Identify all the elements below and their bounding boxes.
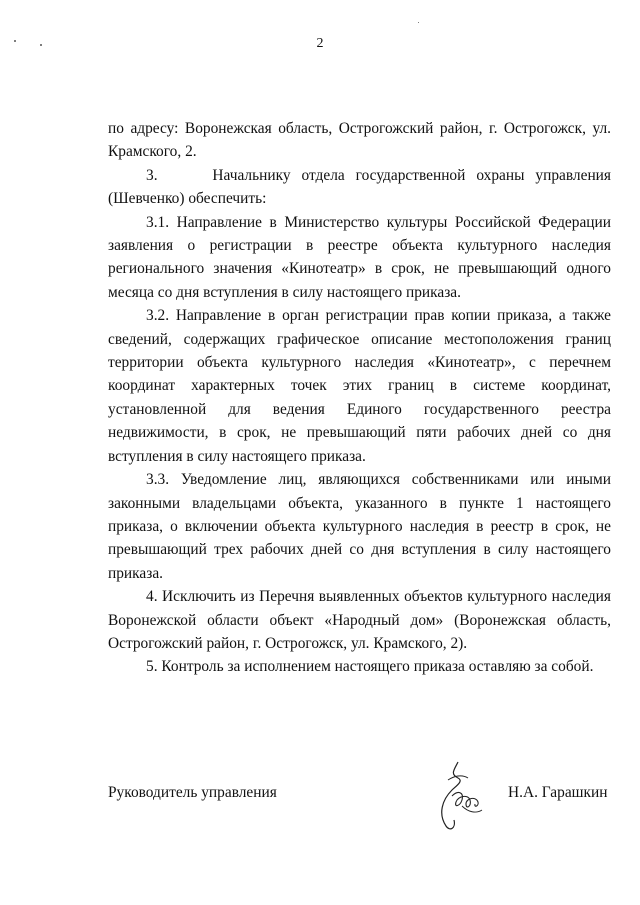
paragraph-item-5: 5. Контроль за исполнением настоящего приказа оставляю за собой.: [146, 658, 594, 676]
paragraph-item-3: 3. Начальнику отдела государственной охраны управления (Шевченко) обеспечить:: [108, 166, 611, 208]
handwritten-signature: [428, 756, 488, 836]
paragraph-item-3-2: 3.2. Направление в орган регистрации прав копии приказа, а также сведений, содержащих графическое описание местоположения границ территории объекта культурного наследия «Кинотеатр», с перечнем координат характерных точек этих границ в системе координат, установленной для ведения Единого государственного реестра недвижимости, в срок, не превышающий пяти рабочих дней со дня вступления в силу настоящего приказа.: [108, 307, 611, 465]
document-body: [108, 117, 611, 679]
signatory-position: Руководитель управления: [108, 784, 277, 801]
paragraph-item-3-3: 3.3. Уведомление лиц, являющихся собственниками или иными законными владельцами объекта, указанного в пункте 1 настоящего приказа, о включении объекта культурного наследия в реестр в срок, не превышающий трех рабочих дней со дня вступления в силу настоящего приказа.: [108, 471, 611, 582]
page-number: 2: [316, 36, 324, 51]
paragraph-item-4: 4. Исключить из Перечня выявленных объектов культурного наследия Воронежской области объект «Народный дом» (Воронежская область, Острогожский район, г. Острогожск, ул. Крамского, 2).: [108, 588, 611, 652]
paragraph-item-3-1: 3.1. Направление в Министерство культуры Российской Федерации заявления о регистрации в реестре объекта культурного наследия регионального значения «Кинотеатр» в срок, не превышающий одного месяца со дня вступления в силу настоящего приказа.: [108, 213, 611, 301]
paragraph-address-continuation: по адресу: Воронежская область, Острогожский район, г. Острогожск, ул. Крамского, 2.: [108, 120, 611, 161]
scan-speck: [418, 22, 419, 23]
signatory-name: Н.А. Гарашкин: [508, 784, 608, 801]
